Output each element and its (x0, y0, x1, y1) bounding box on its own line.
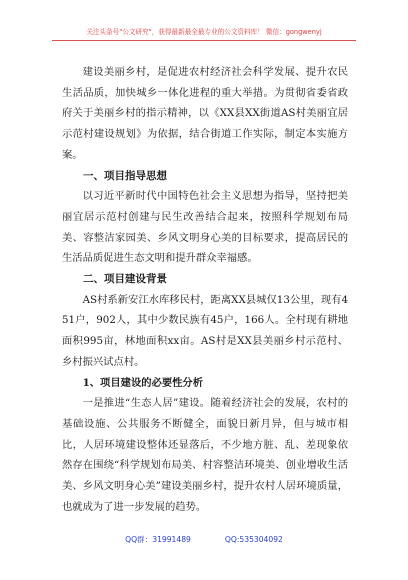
header-banner: 关注头条号"公文研究"，获得最新最全最专业的公文资料库！ 微信：gongwenyj (86, 28, 322, 36)
intro-paragraph: 建设美丽乡村，是促进农村经济社会科学发展、提升农民生活品质，加快城乡一体化进程的重大举措。为贯彻省委省政府关于美丽乡村的指示精神，以《XX县XX街道AS村美丽宜居示范村建设规划》为依据，结合街道工作实际，制定本实施方案。 (62, 66, 348, 161)
document-body (62, 62, 348, 517)
section-1-heading: 一、项目指导思想 (83, 169, 167, 182)
section-1-paragraph: 以习近平新时代中国特色社会主义思想为指导，坚持把美丽宜居示范村创建与民生改善结合起来，按照科学规划布局美、容整洁家园美、乡风文明身心美的目标要求，提高居民的生活品质促进生态文明和提升群众幸福感。 (62, 190, 348, 265)
section-2-heading: 二、项目建设背景 (83, 273, 167, 286)
footer-contact (0, 534, 408, 545)
footer-qq-group: QQ群：31991489 (125, 535, 191, 544)
header-divider (52, 40, 356, 41)
footer-qq: QQ:535304092 (224, 535, 283, 544)
section-2-paragraph: AS村系新安江水库移民村，距离XX县城仅13公里，现有451户，902人，其中少数民族有45户，166人。全村现有耕地面积995亩，林地面积xx亩。AS村是XX县美丽乡村示范村、乡村振兴试点村。 (62, 293, 348, 368)
subsection-1-paragraph: 一是推进“生态人居”建设。随着经济社会的发展，农村的基础设施、公共服务不断健全，面貌日新月异，但与城市相比，人居环境建设整体还显落后，不少地方脏、乱、差现象依然存在围绕“科学规划布局美、村容整洁环境美、创业增收生活美、乡风文明身心美”建设美丽乡村，提升农村人居环境质量，也就成为了进一步发展的趋势。 (62, 397, 348, 513)
subsection-1-heading: 1、项目建设的必要性分析 (82, 376, 204, 389)
